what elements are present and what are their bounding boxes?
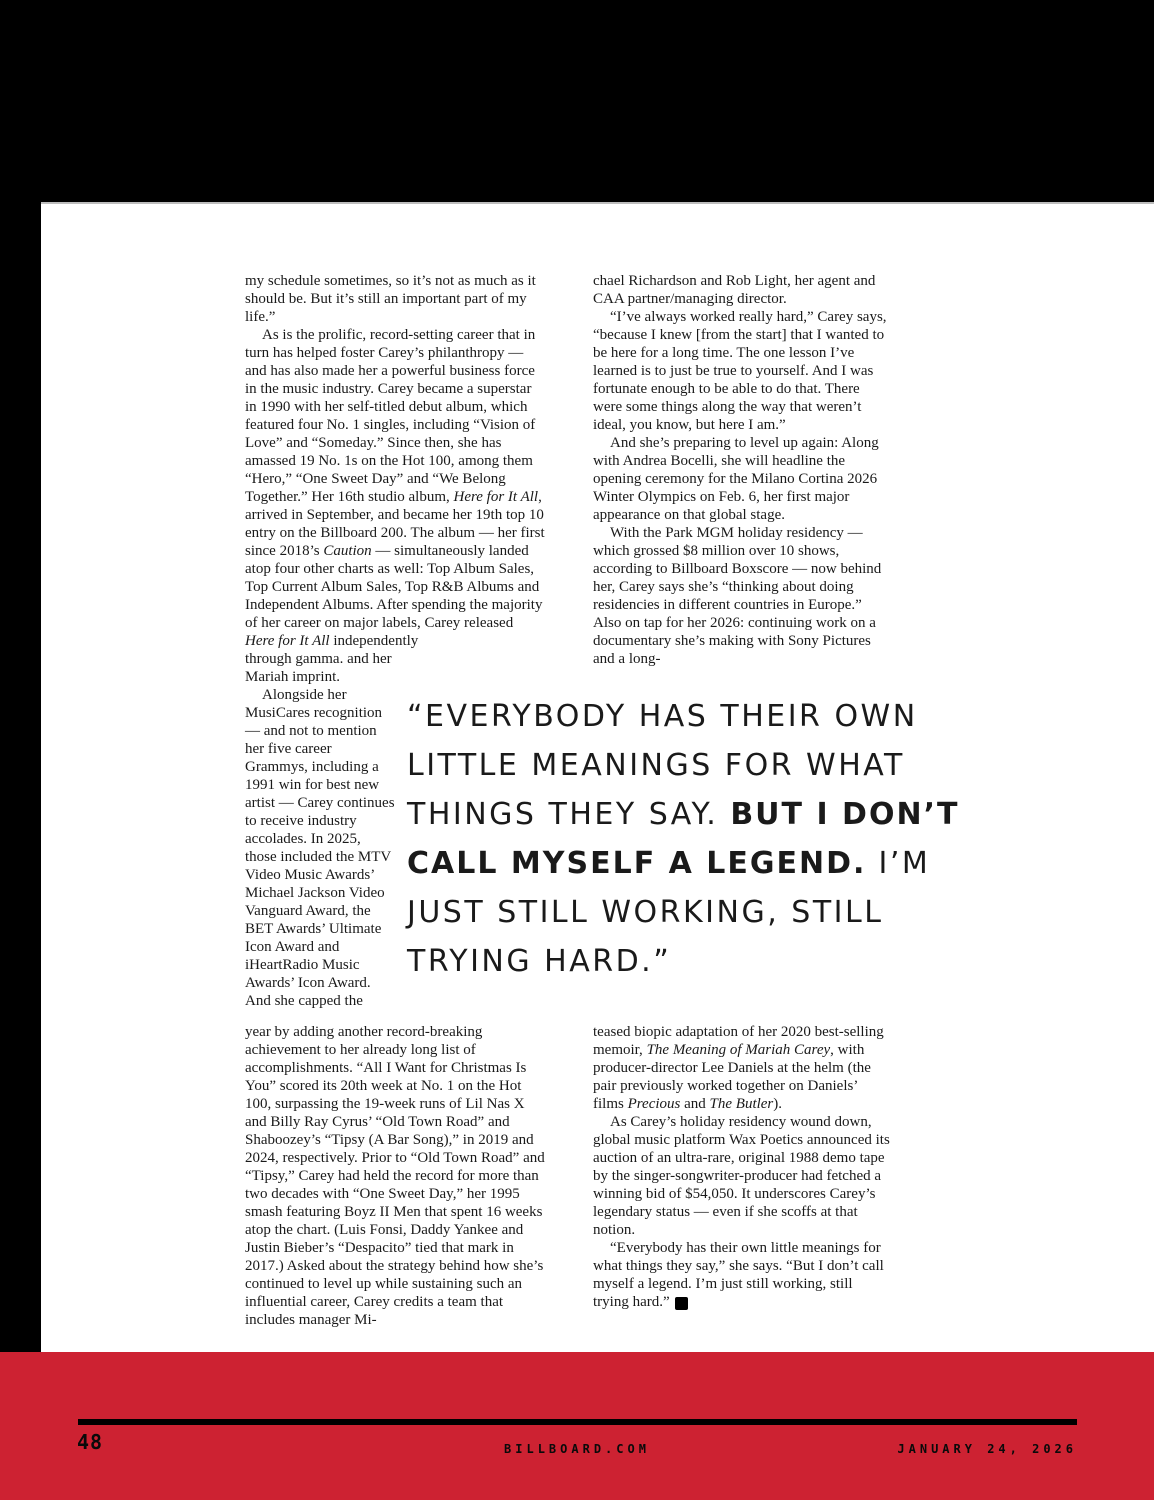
paragraph: Alongside her MusiCares recognition — and not to mention her five career Grammys, including a 1991 win for best new artist — Carey continues to receive industry accolades. In 2025, those included the MTV Video Music Awards’ Michael Jackson Video Vanguard Award, the BET Awards’ Ultimate Icon Award and iHeartRadio Music Awards’ Icon Award. And she capped the [245, 687, 395, 1009]
footer-issue-date: JANUARY 24, 2026 [897, 1442, 1077, 1456]
paragraph: year by adding another record-breaking achievement to her already long list of accomplishments. “All I Want for Christmas Is You” scored its 20th week at No. 1 on the Hot 100, surpassing the 19-week runs of Lil Nas X and Billy Ray Cyrus’ “Old Town Road” and Shaboozey’s “Tipsy (A Bar Song),” in 2019 and 2024, respectively. Prior to “Old Town Road” and “Tipsy,” Carey had held the record for more than two decades with “One Sweet Day,” her 1995 smash featuring Boyz II Men that spent 16 weeks atop the chart. (Luis Fonsi, Daddy Yankee and Justin Bieber’s “Despacito” tied that mark in 2017.) Asked about the strategy behind how she’s continued to level up while sustaining such an influential career, Carey credits a team that includes manager Mi- [245, 1024, 545, 1328]
page-number: 48 [77, 1430, 104, 1454]
footer-site-url: BILLBOARD.COM [504, 1442, 650, 1456]
pull-quote-line: JUST STILL WORKING, STILL [407, 895, 884, 930]
paragraph: As is the prolific, record-setting career that in turn has helped foster Carey’s philanthropy — and has also made her a powerful business force in the music industry. Carey became a superstar in 1990 with her self-titled debut album, which featured four No. 1 singles, including “Vision of Love” and “Someday.” Since then, she has amassed 19 No. 1s on the Hot 100, among them “Hero,” “One Sweet Day” and “We Belong Together.” Her 16th studio album, Here for It All, arrived in September, and became her 19th top 10 entry on the Billboard 200. The album — her first since 2018’s Caution — simultaneously landed atop four other charts as well: Top Album Sales, Top Current Album Sales, Top R&B Albums and Independent Albums. After spending the majority of her career on major labels, Carey released Here for It All independently [245, 327, 545, 649]
masthead-bottom-edge [41, 202, 1154, 204]
article-left-top [245, 272, 545, 650]
billboard-end-mark-icon: b [675, 1297, 688, 1310]
article-left-narrow [245, 650, 395, 1010]
paragraph: through gamma. and her Mariah imprint. [245, 651, 392, 685]
left-margin-strip [0, 202, 41, 1352]
paragraph: With the Park MGM holiday residency — which grossed $8 million over 10 shows, according to Billboard Boxscore — now behind her, Carey says she’s “thinking about doing residencies in different countries in Europe.” Also on tap for her 2026: continuing work on a documentary she’s making with Sony Pictures and a long- [593, 525, 882, 667]
article-right-bottom [593, 1023, 891, 1311]
pull-quote-line: THINGS THEY SAY. BUT I DON’T [407, 797, 960, 832]
pull-quote-line: CALL MYSELF A LEGEND. I’M [407, 846, 931, 881]
pull-quote [407, 692, 959, 986]
paragraph: my schedule sometimes, so it’s not as much as it should be. But it’s still an important part of my life.” [245, 273, 536, 325]
pull-quote-line: TRYING HARD.” [407, 944, 672, 979]
pull-quote-line: “EVERYBODY HAS THEIR OWN [407, 699, 918, 734]
masthead-band [0, 0, 1154, 202]
paragraph: “I’ve always worked really hard,” Carey says, “because I knew [from the start] that I wanted to be here for a long time. The one lesson I’ve learned is to just be true to yourself. And I was fortunate enough to be able to do that. There were some things along the way that weren’t ideal, you know, but here I am.” [593, 309, 887, 433]
paragraph: As Carey’s holiday residency wound down, global music platform Wax Poetics announced its auction of an ultra-rare, original 1988 demo tape by the singer-songwriter-producer had fetched a winning bid of $54,050. It underscores Carey’s legendary status — even if she scoffs at that notion. [593, 1114, 890, 1238]
article-left-bottom [245, 1023, 545, 1329]
paragraph: “Everybody has their own little meanings for what things they say,” she says. “But I don’t call myself a legend. I’m just still working, still trying hard.” b [593, 1240, 884, 1310]
pull-quote-line: LITTLE MEANINGS FOR WHAT [407, 748, 905, 783]
footer-band [0, 1352, 1154, 1500]
article-right-top [593, 272, 891, 668]
paragraph: teased biopic adaptation of her 2020 best-selling memoir, The Meaning of Mariah Carey, with producer-director Lee Daniels at the helm (the pair previously worked together on Daniels’ films Precious and The Butler). [593, 1024, 884, 1112]
paragraph: chael Richardson and Rob Light, her agent and CAA partner/managing director. [593, 273, 876, 307]
paragraph: And she’s preparing to level up again: Along with Andrea Bocelli, she will headline the opening ceremony for the Milano Cortina 2026 Winter Olympics on Feb. 6, her first major appearance on that global stage. [593, 435, 879, 523]
footer-rule [78, 1419, 1077, 1425]
